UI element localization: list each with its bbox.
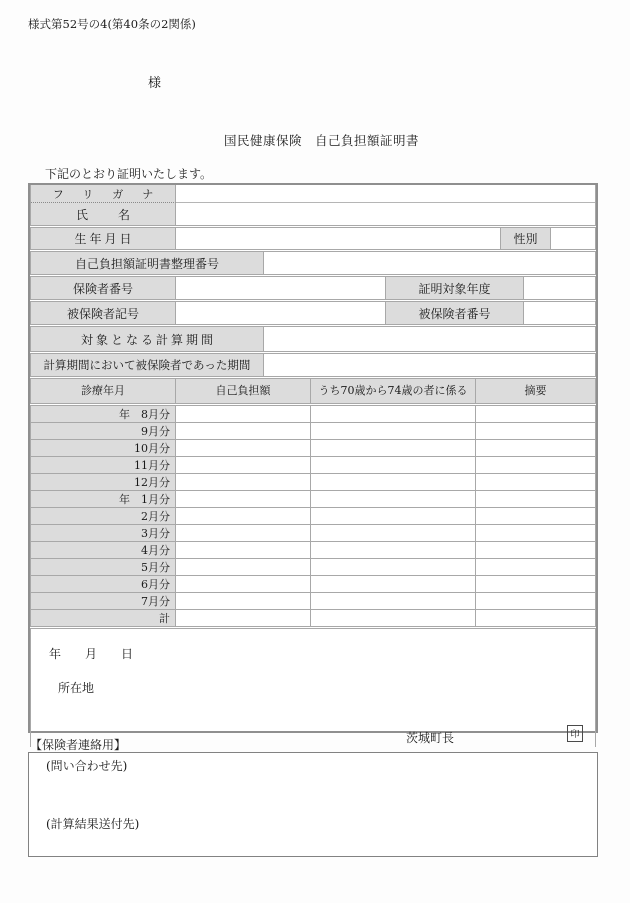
remarks-cell [476,559,596,576]
remarks-cell [476,491,596,508]
furigana-name-values [176,185,595,225]
month-label: 年 8月分 [31,406,176,423]
month-label: 4月分 [31,542,176,559]
birthdate-row [30,227,596,250]
inquiry-label: (問い合わせ先) [46,759,128,773]
table-row [31,474,596,491]
remarks-total-cell [476,610,596,627]
table-row [31,508,596,525]
selfpay-cell [176,423,311,440]
form-number: 様式第52号の4(第40条の2関係) [28,17,196,31]
result-send-label: (計算結果送付先) [46,817,140,831]
age70to74-cell [311,542,476,559]
age70to74-cell [311,525,476,542]
col-header-age70to74: うち70歳から74歳の者に係る [311,379,476,403]
remarks-cell [476,457,596,474]
selfpay-total-cell [176,610,311,627]
remarks-cell [476,474,596,491]
col-header-month: 診療年月 [31,379,176,403]
month-label: 10月分 [31,440,176,457]
month-label: 3月分 [31,525,176,542]
insured-period-label: 計算期間において被保険者であった期間 [31,354,264,376]
age70to74-total-cell [311,610,476,627]
address-label: 所在地 [58,681,95,695]
cert-target-year-label: 証明対象年度 [386,277,524,299]
calc-period-row [30,326,596,352]
remarks-cell [476,576,596,593]
furigana-value-cell [176,185,595,203]
age70to74-cell [311,559,476,576]
monthly-header-row [30,378,596,404]
age70to74-cell [311,406,476,423]
cert-serial-row [30,251,596,275]
monthly-amounts-table [30,405,596,627]
intro-text: 下記のとおり証明いたします。 [45,167,213,181]
month-label: 7月分 [31,593,176,610]
furigana-name-row [30,185,596,226]
table-row [31,406,596,423]
remarks-cell [476,525,596,542]
page-title: 国民健康保険 自己負担額証明書 [224,133,420,148]
selfpay-cell [176,559,311,576]
month-label: 12月分 [31,474,176,491]
name-label: 氏名 [31,203,176,225]
insured-symbol-label: 被保険者記号 [31,302,176,324]
sex-label: 性別 [501,228,551,249]
month-label: 2月分 [31,508,176,525]
remarks-cell [476,508,596,525]
col-header-selfpay: 自己負担額 [176,379,311,403]
age70to74-cell [311,508,476,525]
month-label-total: 計 [31,610,176,627]
table-row [31,559,596,576]
age70to74-cell [311,576,476,593]
signature-block [30,628,596,747]
remarks-cell [476,406,596,423]
age70to74-cell [311,423,476,440]
age70to74-cell [311,440,476,457]
table-row [31,542,596,559]
table-row [31,576,596,593]
month-label: 5月分 [31,559,176,576]
insurer-number-label: 保険者番号 [31,277,176,299]
selfpay-cell [176,491,311,508]
month-label: 年 1月分 [31,491,176,508]
furigana-label: フリガナ [31,185,176,203]
furigana-name-labels [31,185,176,225]
selfpay-cell [176,474,311,491]
remarks-cell [476,593,596,610]
remarks-cell [476,423,596,440]
calc-period-value-cell [264,327,595,351]
insurer-number-value-cell [176,277,386,299]
calc-period-label: 対象となる計算期間 [31,327,264,351]
table-row [31,525,596,542]
table-row [31,593,596,610]
month-label: 11月分 [31,457,176,474]
age70to74-cell [311,474,476,491]
insured-symbol-value-cell [176,302,386,324]
remarks-cell [476,542,596,559]
insurer-number-row [30,276,596,300]
insurer-contact-section-label: 【保険者連絡用】 [30,738,127,752]
birthdate-label: 生年月日 [31,228,176,249]
name-value-cell [176,203,595,225]
selfpay-cell [176,457,311,474]
table-row [31,610,596,627]
insured-number-label: 被保険者番号 [386,302,524,324]
col-header-remarks: 摘要 [476,379,595,403]
insured-period-row [30,353,596,377]
sex-value-cell [551,228,595,249]
issue-date-line: 年 月 日 [49,647,134,661]
selfpay-cell [176,508,311,525]
selfpay-cell [176,525,311,542]
addressee-honorific: 様 [148,76,162,91]
birthdate-value-cell [176,228,501,249]
insurer-contact-box [28,752,598,857]
month-label: 9月分 [31,423,176,440]
cert-serial-label: 自己負担額証明書整理番号 [31,252,264,274]
cert-serial-value-cell [264,252,595,274]
month-label: 6月分 [31,576,176,593]
selfpay-cell [176,593,311,610]
table-row [31,440,596,457]
table-row [31,423,596,440]
cert-target-year-value-cell [524,277,595,299]
selfpay-cell [176,576,311,593]
selfpay-cell [176,406,311,423]
issuer-name: 茨城町長 [406,731,455,745]
age70to74-cell [311,491,476,508]
insured-period-value-cell [264,354,595,376]
table-row [31,491,596,508]
insured-symbol-row [30,301,596,325]
seal-placeholder: 印 [567,725,583,742]
age70to74-cell [311,593,476,610]
selfpay-cell [176,542,311,559]
remarks-cell [476,440,596,457]
age70to74-cell [311,457,476,474]
insured-number-value-cell [524,302,595,324]
table-row [31,457,596,474]
selfpay-cell [176,440,311,457]
